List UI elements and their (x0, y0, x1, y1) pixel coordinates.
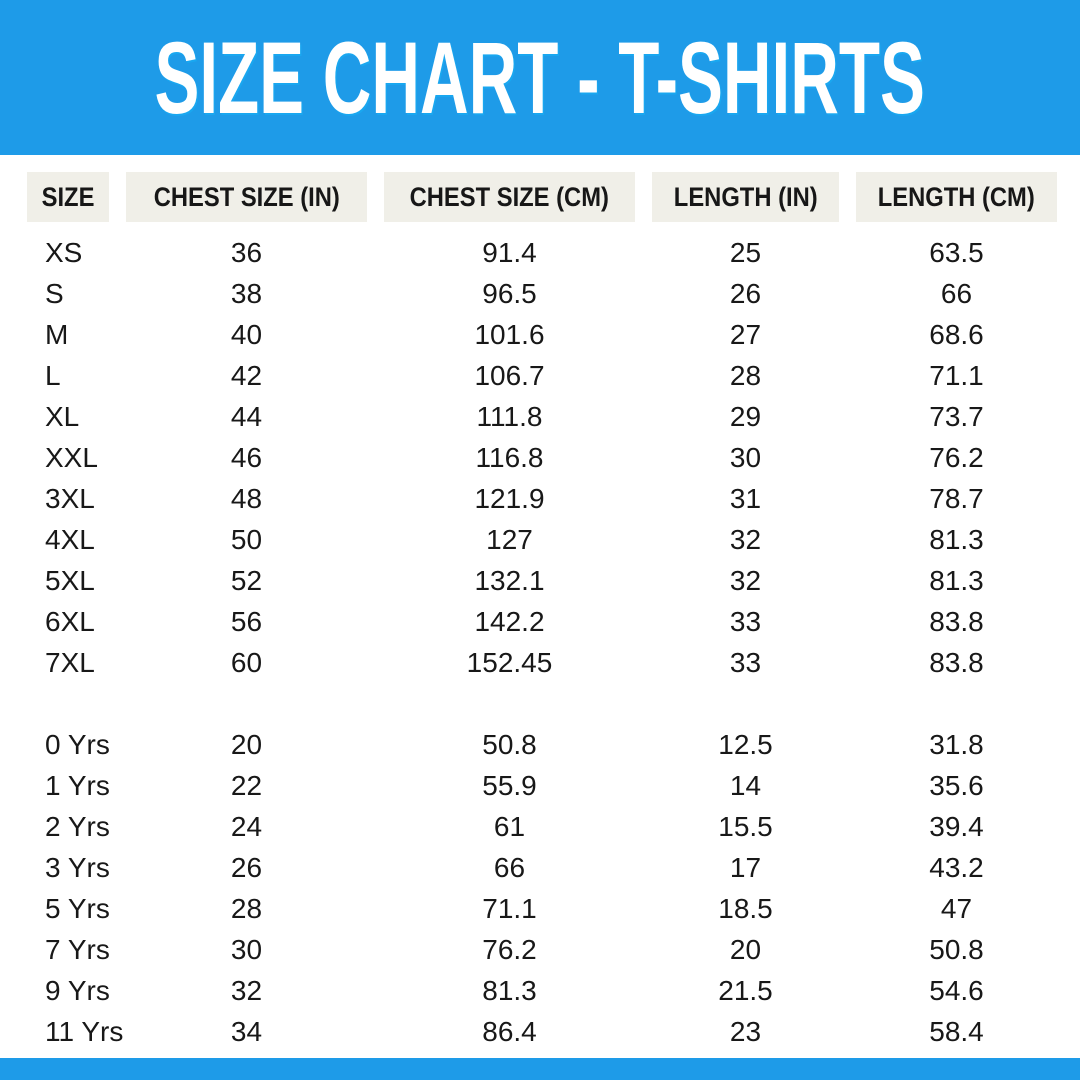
cell-length-cm: 50.8 (929, 933, 984, 965)
table-row-kids (0, 888, 1080, 929)
cell-length-in: 30 (729, 441, 762, 473)
cell-size: S (45, 277, 64, 309)
header-label-size: SIZE (41, 181, 95, 212)
cell-length-in: 26 (729, 277, 762, 309)
cell-chest-in: 26 (230, 851, 263, 883)
table-row-adult (0, 478, 1080, 519)
cell-size: 7XL (45, 646, 95, 678)
cell-length-cm: 68.6 (929, 318, 984, 350)
cell-length-cm: 83.8 (929, 646, 984, 678)
cell-chest-cm: 111.8 (476, 400, 543, 432)
cell-chest-in: 50 (230, 523, 263, 555)
cell-chest-in: 40 (230, 318, 263, 350)
table-row-adult (0, 232, 1080, 273)
cell-chest-cm: 55.9 (482, 769, 537, 801)
header-label-chest-cm: CHEST SIZE (CM) (409, 181, 610, 212)
cell-size: 4XL (45, 523, 95, 555)
cell-chest-in: 46 (230, 441, 263, 473)
table-row-kids (0, 806, 1080, 847)
cell-chest-in: 30 (230, 933, 263, 965)
table-row-kids (0, 765, 1080, 806)
cell-length-cm: 47 (940, 892, 973, 924)
table-row-kids (0, 970, 1080, 1011)
cell-chest-in: 34 (230, 1015, 263, 1047)
table-row-kids (0, 1011, 1080, 1052)
cell-length-cm: 71.1 (929, 359, 984, 391)
cell-length-cm: 43.2 (929, 851, 984, 883)
cell-length-in: 32 (729, 564, 762, 596)
table-header-row (0, 172, 1080, 222)
cell-size: 5 Yrs (45, 892, 110, 924)
table-body (0, 232, 1080, 1052)
table-row-adult (0, 642, 1080, 683)
cell-chest-in: 42 (230, 359, 263, 391)
cell-length-cm: 35.6 (929, 769, 984, 801)
table-row-adult (0, 396, 1080, 437)
table-row-adult (0, 560, 1080, 601)
cell-chest-cm: 132.1 (474, 564, 545, 596)
cell-chest-cm: 152.45 (466, 646, 553, 678)
cell-length-in: 29 (729, 400, 762, 432)
cell-size: L (45, 359, 61, 391)
cell-chest-cm: 106.7 (474, 359, 545, 391)
cell-length-cm: 66 (940, 277, 973, 309)
cell-size: 5XL (45, 564, 95, 596)
header-label-length-cm: LENGTH (CM) (877, 181, 1036, 212)
cell-chest-cm: 91.4 (482, 236, 537, 268)
cell-length-in: 21.5 (718, 974, 773, 1006)
cell-chest-in: 52 (230, 564, 263, 596)
cell-length-cm: 81.3 (929, 523, 984, 555)
cell-length-cm: 83.8 (929, 605, 984, 637)
cell-chest-in: 28 (230, 892, 263, 924)
cell-chest-cm: 101.6 (474, 318, 545, 350)
table-row-adult (0, 355, 1080, 396)
cell-length-in: 33 (729, 646, 762, 678)
table-row-kids (0, 929, 1080, 970)
cell-length-cm: 54.6 (929, 974, 984, 1006)
cell-size: 1 Yrs (45, 769, 110, 801)
cell-chest-cm: 66 (493, 851, 526, 883)
header-cell-length-cm (856, 172, 1057, 222)
cell-length-cm: 63.5 (929, 236, 984, 268)
table-row-adult (0, 314, 1080, 355)
cell-chest-cm: 127 (486, 523, 533, 555)
cell-length-in: 12.5 (718, 728, 773, 760)
section-spacer (0, 683, 1080, 724)
cell-chest-cm: 81.3 (482, 974, 537, 1006)
cell-size: XXL (45, 441, 98, 473)
cell-size: XS (45, 236, 83, 268)
cell-chest-cm: 50.8 (482, 728, 537, 760)
cell-size: 3XL (45, 482, 95, 514)
cell-size: 9 Yrs (45, 974, 110, 1006)
cell-size: 2 Yrs (45, 810, 110, 842)
table-row-kids (0, 847, 1080, 888)
header-cell-size (27, 172, 109, 222)
cell-length-in: 20 (729, 933, 762, 965)
cell-chest-in: 32 (230, 974, 263, 1006)
cell-length-cm: 73.7 (929, 400, 984, 432)
cell-size: 7 Yrs (45, 933, 110, 965)
cell-chest-cm: 76.2 (482, 933, 537, 965)
table-row-kids (0, 724, 1080, 765)
header-label-chest-in: CHEST SIZE (IN) (153, 181, 340, 212)
cell-length-cm: 78.7 (929, 482, 984, 514)
table-row-adult (0, 273, 1080, 314)
cell-length-in: 25 (729, 236, 762, 268)
header-cell-length-in (652, 172, 839, 222)
cell-chest-in: 36 (230, 236, 263, 268)
table-row-adult (0, 519, 1080, 560)
cell-chest-in: 20 (230, 728, 263, 760)
cell-chest-cm: 61 (493, 810, 526, 842)
cell-length-in: 33 (729, 605, 762, 637)
cell-chest-in: 38 (230, 277, 263, 309)
cell-chest-in: 22 (230, 769, 263, 801)
page-title: SIZE CHART - T-SHIRTS (154, 20, 926, 135)
cell-size: 0 Yrs (45, 728, 110, 760)
cell-length-in: 27 (729, 318, 762, 350)
bottom-bar (0, 1058, 1080, 1080)
cell-length-in: 15.5 (718, 810, 773, 842)
cell-chest-cm: 121.9 (474, 482, 545, 514)
cell-chest-cm: 96.5 (482, 277, 537, 309)
cell-length-cm: 76.2 (929, 441, 984, 473)
cell-length-cm: 39.4 (929, 810, 984, 842)
cell-size: 11 Yrs (45, 1015, 124, 1047)
header-cell-chest-in (126, 172, 367, 222)
cell-length-in: 31 (729, 482, 762, 514)
cell-length-in: 17 (729, 851, 762, 883)
cell-chest-cm: 86.4 (482, 1015, 537, 1047)
cell-chest-in: 24 (230, 810, 263, 842)
cell-chest-cm: 116.8 (475, 441, 544, 473)
cell-length-in: 23 (729, 1015, 762, 1047)
cell-chest-in: 60 (230, 646, 263, 678)
cell-length-in: 14 (729, 769, 762, 801)
table-row-adult (0, 437, 1080, 478)
cell-length-cm: 81.3 (929, 564, 984, 596)
size-table (0, 172, 1080, 1052)
cell-length-in: 32 (729, 523, 762, 555)
cell-size: XL (45, 400, 80, 432)
cell-chest-in: 44 (230, 400, 263, 432)
cell-chest-cm: 142.2 (474, 605, 545, 637)
cell-chest-cm: 71.1 (482, 892, 537, 924)
header-label-length-in: LENGTH (IN) (673, 181, 818, 212)
cell-size: M (45, 318, 69, 350)
cell-size: 6XL (45, 605, 95, 637)
cell-size: 3 Yrs (45, 851, 110, 883)
cell-chest-in: 56 (230, 605, 263, 637)
cell-chest-in: 48 (230, 482, 263, 514)
title-banner (0, 0, 1080, 155)
cell-length-in: 18.5 (718, 892, 773, 924)
cell-length-in: 28 (729, 359, 762, 391)
cell-length-cm: 31.8 (929, 728, 984, 760)
table-row-adult (0, 601, 1080, 642)
header-cell-chest-cm (384, 172, 635, 222)
cell-length-cm: 58.4 (929, 1015, 984, 1047)
